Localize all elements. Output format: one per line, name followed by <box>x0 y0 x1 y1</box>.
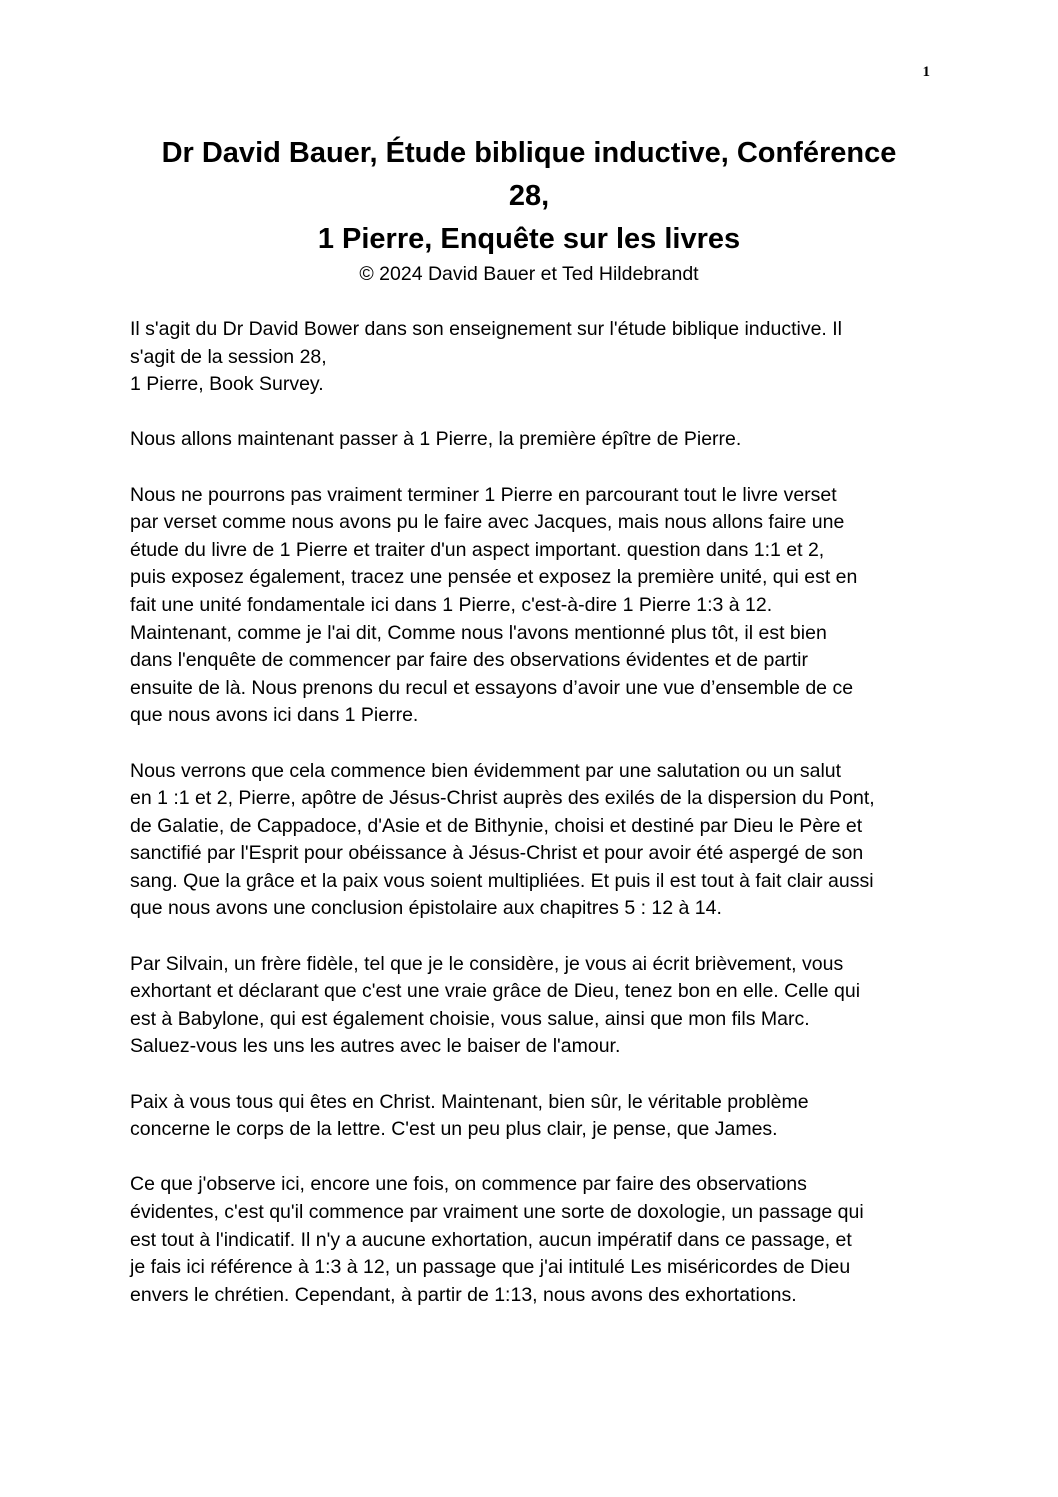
paragraph-line: est à Babylone, qui est également choisie, vous salue, ainsi que mon fils Marc. <box>130 1007 810 1030</box>
document-header <box>120 132 938 287</box>
paragraph-line: par verset comme nous avons pu le faire avec Jacques, mais nous allons faire une <box>130 511 845 534</box>
paragraph-line: envers le chrétien. Cependant, à partir de 1:13, nous avons des exhortations. <box>130 1283 797 1306</box>
paragraph-line: dans l'enquête de commencer par faire des observations évidentes et de partir <box>130 649 808 672</box>
paragraph-line: étude du livre de 1 Pierre et traiter d'un aspect important. question dans 1:1 et 2, <box>130 538 825 561</box>
paragraph-line: que nous avons une conclusion épistolaire aux chapitres 5 : 12 à 14. <box>130 897 722 920</box>
paragraph-line: je fais ici référence à 1:3 à 12, un passage que j'ai intitulé Les miséricordes de Dieu <box>130 1256 851 1279</box>
paragraph <box>130 426 930 454</box>
paragraph-line: Par Silvain, un frère fidèle, tel que je le considère, je vous ai écrit brièvement, vous <box>130 952 844 975</box>
paragraph-line: puis exposez également, tracez une pensée et exposez la première unité, qui est en <box>130 566 858 589</box>
paragraph-line: Maintenant, comme je l'ai dit, Comme nous l'avons mentionné plus tôt, il est bien <box>130 621 827 644</box>
paragraph <box>130 951 930 1061</box>
paragraph-line: est tout à l'indicatif. Il n'y a aucune exhortation, aucun impératif dans ce passage, et <box>130 1228 852 1251</box>
paragraph <box>130 482 930 730</box>
paragraph-line: s'agit de la session 28, <box>130 345 327 368</box>
paragraph-line: exhortant et déclarant que c'est une vraie grâce de Dieu, tenez bon en elle. Celle qui <box>130 980 861 1003</box>
document-body <box>130 316 930 1337</box>
paragraph-line: en 1 :1 et 2, Pierre, apôtre de Jésus-Christ auprès des exilés de la dispersion du Pont, <box>130 787 875 810</box>
paragraph-line: évidentes, c'est qu'il commence par vraiment une sorte de doxologie, un passage qui <box>130 1201 864 1223</box>
title-line-1: Dr David Bauer, Étude biblique inductive, Conférence <box>161 137 897 169</box>
paragraph-line: ensuite de là. Nous prenons du recul et essayons d’avoir une vue d’ensemble de ce <box>130 676 854 699</box>
paragraph-line: Paix à vous tous qui êtes en Christ. Maintenant, bien sûr, le véritable problème <box>130 1090 809 1113</box>
paragraph-line: Nous ne pourrons pas vraiment terminer 1 Pierre en parcourant tout le livre verset <box>130 483 837 506</box>
paragraph-line: que nous avons ici dans 1 Pierre. <box>130 704 419 727</box>
paragraph-line: Nous verrons que cela commence bien évidemment par une salutation ou un salut <box>130 759 842 782</box>
paragraph-line: Nous allons maintenant passer à 1 Pierre, la première épître de Pierre. <box>130 428 742 451</box>
page-number: 1 <box>922 64 930 80</box>
paragraph-line: Il s'agit du Dr David Bower dans son enseignement sur l'étude biblique inductive. Il <box>130 318 843 340</box>
title-line-3: 1 Pierre, Enquête sur les livres <box>317 223 741 255</box>
paragraph <box>130 316 930 399</box>
paragraph <box>130 1171 930 1309</box>
title-line-2: 28, <box>508 180 550 212</box>
paragraph-line: sanctifié par l'Esprit pour obéissance à Jésus-Christ et pour avoir été aspergé de son <box>130 842 864 865</box>
paragraph-line: 1 Pierre, Book Survey. <box>130 373 324 396</box>
paragraph-line: Ce que j'observe ici, encore une fois, on commence par faire des observations <box>130 1173 807 1196</box>
paragraph-line: de Galatie, de Cappadoce, d'Asie et de Bithynie, choisi et destiné par Dieu le Père et <box>130 814 863 837</box>
paragraph-line: concerne le corps de la lettre. C'est un peu plus clair, je pense, que James. <box>130 1118 778 1141</box>
paragraph <box>130 758 930 924</box>
paragraph-line: Saluez-vous les uns les autres avec le baiser de l'amour. <box>130 1035 621 1058</box>
paragraph-line: fait une unité fondamentale ici dans 1 Pierre, c'est-à-dire 1 Pierre 1:3 à 12. <box>130 593 773 616</box>
copyright-notice: © 2024 David Bauer et Ted Hildebrandt <box>359 263 699 285</box>
paragraph-line: sang. Que la grâce et la paix vous soient multipliées. Et puis il est tout à fait clair aussi <box>130 869 874 892</box>
paragraph <box>130 1089 930 1144</box>
